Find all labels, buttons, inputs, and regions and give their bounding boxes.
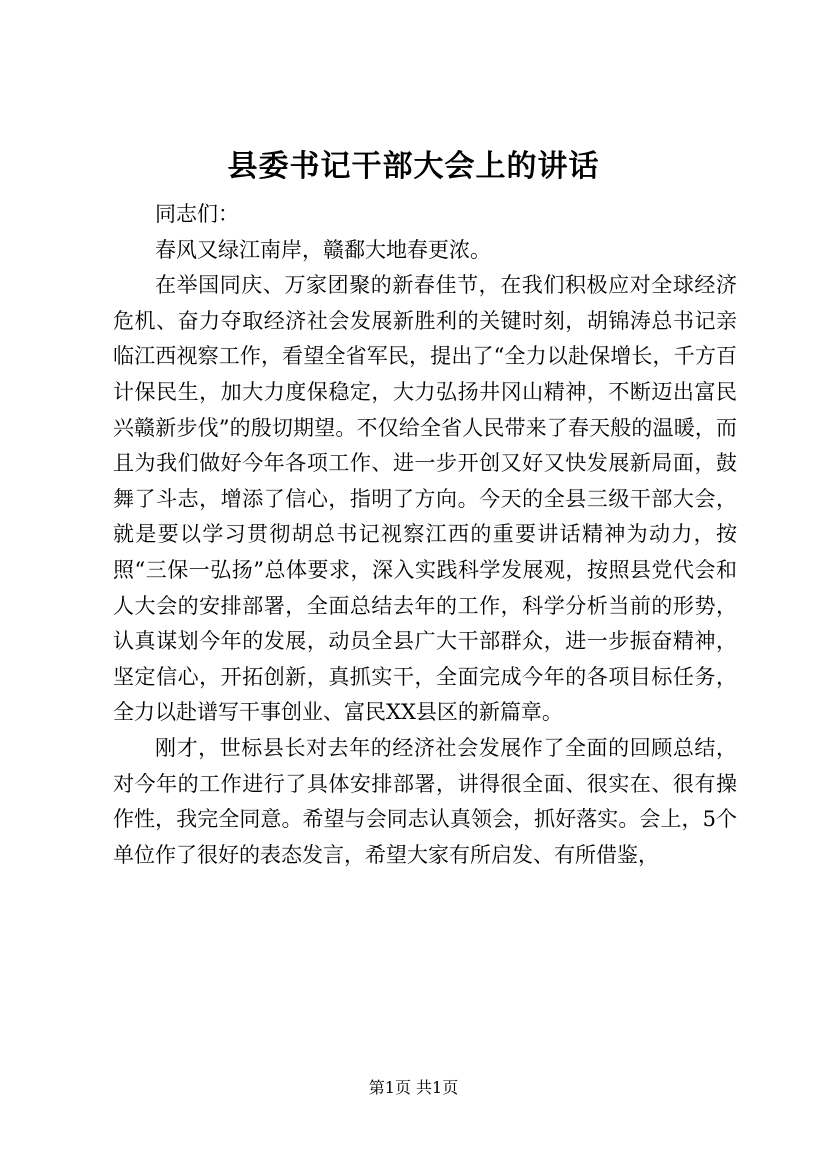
paragraph-1: 春风又绿江南岸，赣鄱大地春更浓。 bbox=[155, 237, 491, 262]
document-title: 县委书记干部大会上的讲话 bbox=[227, 149, 600, 184]
page-footer: 第1页 共1页 bbox=[368, 1078, 459, 1097]
paragraph-3: 刚才，世标县长对去年的经济社会发展作了全面的回顾总结，对今年的工作进行了具体安排部署，讲得很全面、很实在、很有操作性，我完全同意。希望与会同志认真领会，抓好落实。会上，5个单位作了很好的表态发言，希望大家有所启发、有所借鉴， bbox=[113, 735, 737, 867]
salutation: 同志们： bbox=[155, 202, 239, 226]
paragraph-2: 在举国同庆、万家团聚的新春佳节，在我们积极应对全球经济危机、奋力夺取经济社会发展新胜利的关键时刻，胡锦涛总书记亲临江西视察工作，看望全省军民，提出了“全力以赴保增长，千方百计保民生，加大力度保稳定，大力弘扬井冈山精神，不断迈出富民兴赣新步伐”的殷切期望。不仅给全省人民带来了春天般的温暖，而且为我们做好今年各项工作、进一步开创又好又快发展新局面，鼓舞了斗志，增添了信心，指明了方向。今天的全县三级干部大会，就是要以学习贯彻胡总书记视察江西的重要讲话精神为动力，按照“三保一弘扬”总体要求，深入实践科学发展观，按照县党代会和人大会的安排部署，全面总结去年的工作，科学分析当前的形势，认真谋划今年的发展，动员全县广大干部群众，进一步振奋精神，坚定信心，开拓创新，真抓实干，全面完成今年的各项目标任务，全力以赴谱写干事创业、富民XX县区的新篇章。 bbox=[113, 273, 737, 725]
document-body bbox=[113, 197, 737, 873]
